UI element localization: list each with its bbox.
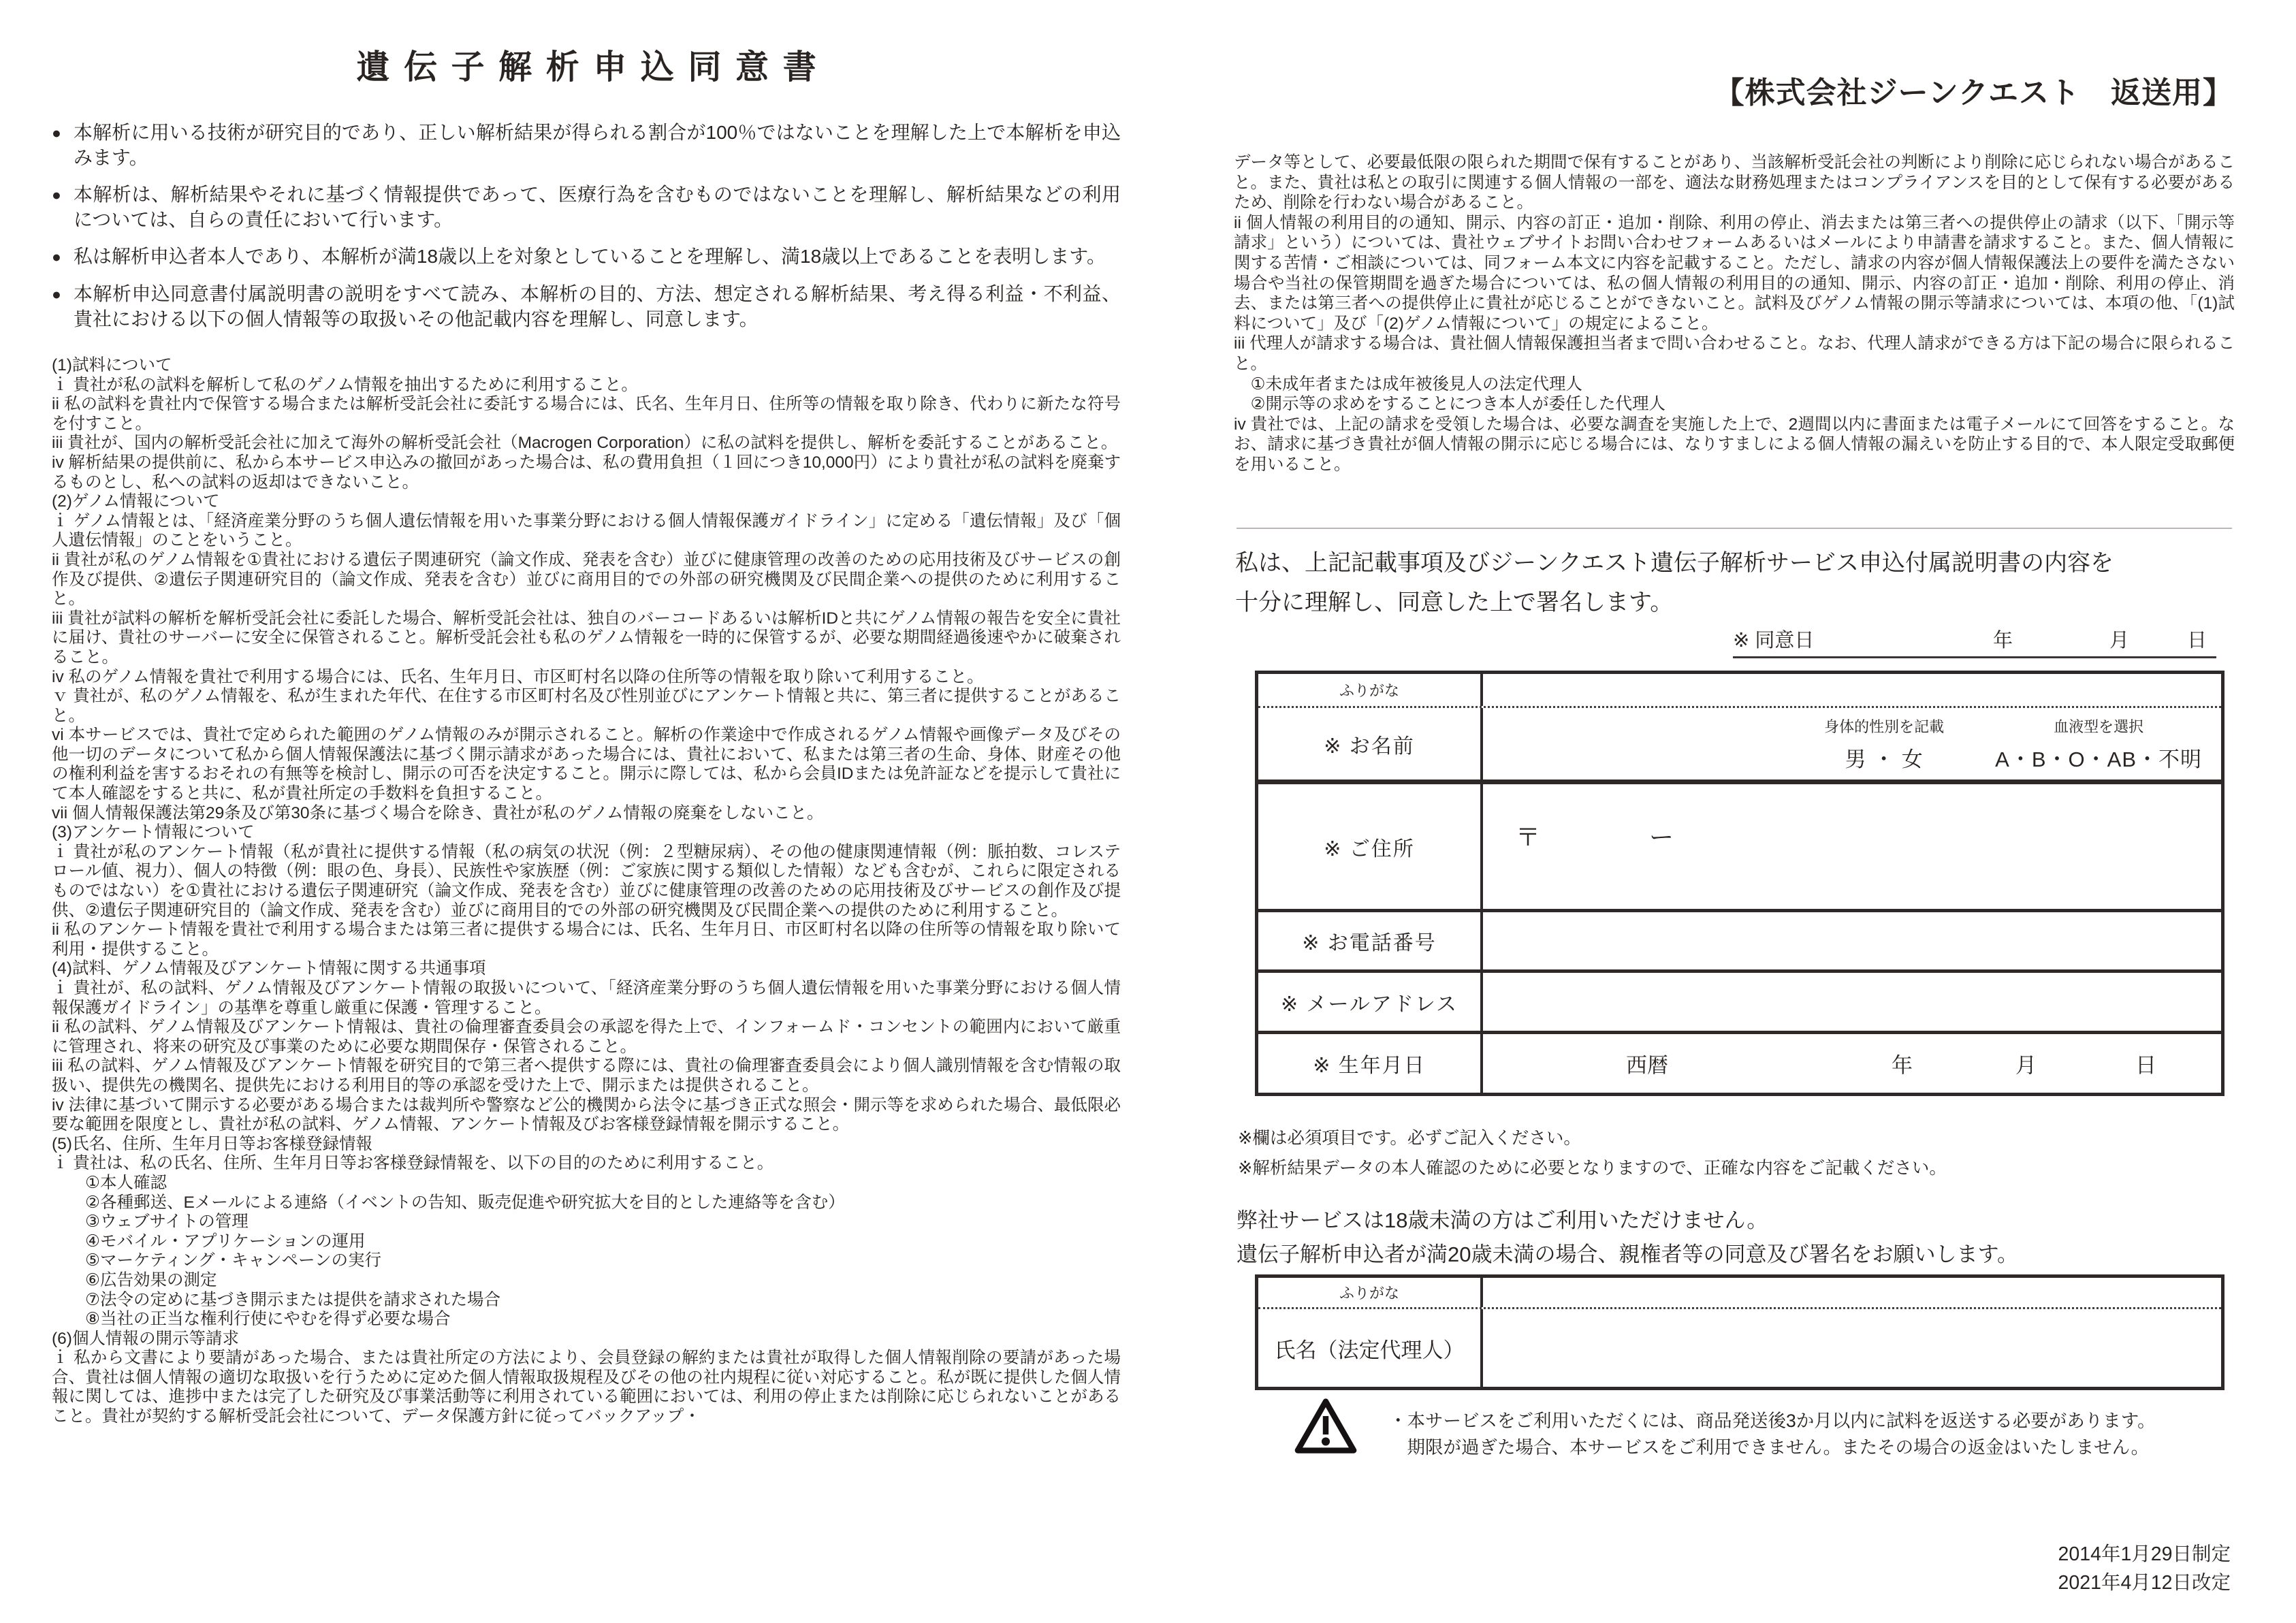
warning-text-line: ・本サービスをご利用いただくには、商品発送後3か月以内に試料を返送する必要があります。 (1389, 1411, 2156, 1431)
revision-date-line: 2014年1月29日制定 (2058, 1543, 2231, 1565)
terms-paragraph: ②開示等の求めをすることにつき本人が委任した代理人 (1234, 395, 1665, 414)
name-input-area[interactable] (1483, 708, 2221, 780)
furigana-row (1258, 674, 2221, 708)
consent-day-label: 日 (2186, 630, 2207, 652)
terms-paragraph: ｖ 貴社が、私のゲノム情報を、私が生まれた年代、在住する市区町村名及び性別並びにアンケート情報と共に、第三者に提供することがあること。 (52, 687, 1121, 725)
terms-column-right (1234, 152, 2235, 475)
bullet-item (52, 244, 1121, 270)
agreement-bullets (52, 120, 1121, 332)
terms-paragraph: ii 私の試料を貴社内で保管する場合または解析受託会社に委託する場合には、氏名、生年月日、住所等の情報を取り除き、代わりに新たな符号を付すこと。 (52, 395, 1121, 433)
terms-paragraph: ｉ 貴社は、私の氏名、住所、生年月日等お客様登録情報を、以下の目的のために利用すること。 (52, 1154, 774, 1173)
guardian-form-table (1255, 1274, 2225, 1390)
consent-date-line[interactable] (1733, 621, 2216, 658)
terms-paragraph: ①未成年者または成年被後見人の法定代理人 (1234, 374, 1582, 393)
postal-dash: ー (1649, 823, 1674, 851)
terms-paragraph: vii 個人情報保護法第29条及び第30条に基づく場合を除き、貴社が私のゲノム情報の廃棄をしないこと。 (52, 803, 824, 822)
guardian-furigana-input-area[interactable] (1483, 1278, 2221, 1307)
birthdate-row (1258, 1034, 2221, 1093)
furigana-label: ふりがな (1258, 674, 1483, 706)
terms-paragraph: ③ウェブサイトの管理 (52, 1212, 249, 1232)
terms-paragraph: ｉ ゲノム情報とは、「経済産業分野のうち個人遺伝情報を用いた事業分野における個人情報保護ガイドライン」に定める「遺伝情報」及び「個人遺伝情報」のことをいうこと。 (52, 511, 1121, 550)
guardian-furigana-row (1258, 1278, 2221, 1309)
minor-notice-line2: 遺伝子解析申込者が満20歳未満の場合、親権者等の同意及び署名をお願いします。 (1237, 1242, 2018, 1266)
terms-paragraph: (3)アンケート情報について (52, 823, 255, 842)
warning-note (1294, 1397, 2156, 1461)
terms-paragraph: vi 本サービスでは、貴社で定められた範囲のゲノム情報のみが開示されること。解析の作業途中で作成されるゲノム情報や画像データ及びその他一切のデータについて私から個人情報保護法に基づく開示請求があった場合には、貴社において、私または第三者の生命、身体、財産その他の権利利益を害するおそれの有無等を検討し、開示の可否を決定すること。開示に際しては、私から会員IDまたは免許証などを提示して貴社にて本人確認をすると共に、私が貴社所定の手数料を負担すること。 (52, 726, 1121, 803)
bullet-icon: ● (52, 285, 61, 303)
bullet-text: 本解析は、解析結果やそれに基づく情報提供であって、医療行為を含むものではないことを理解し、解析結果などの利用については、自らの責任において行います。 (73, 184, 1121, 230)
guardian-furigana-label: ふりがな (1258, 1278, 1483, 1307)
terms-paragraph: (2)ゲノム情報について (52, 492, 220, 511)
terms-paragraph: iv 解析結果の提供前に、私から本サービス申込みの撤回があった場合は、私の費用負担（１回につき10,000円）により貴社が私の試料を廃棄するものとし、私への試料の返却はできないこと。 (52, 453, 1121, 492)
terms-column-left (52, 356, 1121, 1427)
sex-caption: 身体的性別を記載 (1824, 718, 1945, 735)
birth-year-label: 年 (1892, 1053, 1913, 1078)
terms-paragraph: iv 法律に基づいて開示する必要がある場合または裁判所や警察など公的機関から法令に基づき正式な照会・開示等を求められた場合、最低限必要な範囲を限度とし、貴社が私の試料、ゲノム情報、アンケート情報及びお客様登録情報を開示すること。 (52, 1095, 1121, 1134)
terms-paragraph: ⑧当社の正当な権利行使にやむを得ず必要な場合 (52, 1310, 451, 1329)
blood-type-caption: 血液型を選択 (2054, 718, 2144, 735)
birth-day-label: 日 (2135, 1053, 2156, 1078)
bullet-item (52, 281, 1121, 332)
return-copy-label: 【株式会社ジーンクエスト 返送用】 (1714, 76, 2233, 110)
applicant-form-table (1255, 671, 2225, 1096)
email-row (1258, 973, 2221, 1034)
section-divider (1237, 528, 2232, 529)
address-label: ※ ご住所 (1258, 784, 1483, 909)
address-row (1258, 784, 2221, 912)
sex-option-group[interactable] (1824, 716, 1944, 773)
terms-paragraph: ｉ 貴社が私の試料を解析して私のゲノム情報を抽出するために利用すること。 (52, 375, 638, 394)
signature-statement-line2: 十分に理解し、同意した上で署名します。 (1235, 590, 1674, 615)
name-extras (1483, 708, 2221, 780)
terms-paragraph: iii 私の試料、ゲノム情報及びアンケート情報を研究目的で第三者へ提供する際には、貴社の倫理審査委員会により個人識別情報を含む情報の取扱い、提供先の機関名、提供先における利用目的等の承認を受けた上で、開示または提供されること。 (52, 1057, 1121, 1095)
furigana-input-area[interactable] (1483, 674, 2221, 706)
terms-paragraph: ⑥広告効果の測定 (52, 1270, 217, 1289)
bullet-text: 本解析申込同意書付属説明書の説明をすべて読み、本解析の目的、方法、想定される解析結果、考え得る利益・不利益、貴社における以下の個人情報等の取扱いその他記載内容を理解し、同意します。 (73, 283, 1121, 330)
terms-paragraph: iii 代理人が請求する場合は、貴社個人情報保護担当者まで問い合わせること。なお、代理人請求ができる方は下記の場合に限られること。 (1234, 334, 2235, 373)
revision-dates (2058, 1540, 2231, 1597)
phone-row (1258, 912, 2221, 973)
consent-year-label: 年 (1993, 630, 2013, 652)
bullet-icon: ● (52, 186, 61, 204)
bullet-item (52, 120, 1121, 170)
guardian-name-label: 氏名（法定代理人） (1258, 1309, 1483, 1387)
email-label: ※ メールアドレス (1258, 973, 1483, 1031)
birthdate-input-area[interactable] (1483, 1034, 2221, 1093)
birthdate-label: ※ 生年月日 (1258, 1034, 1483, 1093)
postal-mark: 〒 (1516, 823, 1541, 851)
terms-paragraph: ｉ 貴社が私のアンケート情報（私が貴社に提供する情報（私の病気の状況（例：２型糖尿病）、その他の健康関連情報（例：脈拍数、コレステロール値、視力）、個人の特徴（例：眼の色、身長）、民族性や家族歴（例：ご家族に関する類似した情報）なども含むが、これらに限定されるものではない）を①貴社における遺伝子関連研究（論文作成、発表を含む）並びに健康管理の改善のための応用技術及びサービスの創作及び提供、②遺伝子関連研究目的（論文作成、発表を含む）並びに商用目的での外部の研究機関及び民間企業への提供のために利用すること。 (52, 842, 1121, 920)
terms-paragraph: (5)氏名、住所、生年月日等お客様登録情報 (52, 1134, 372, 1153)
guardian-name-row (1258, 1309, 2221, 1387)
terms-paragraph: ｉ 私から文書により要請があった場合、または貴社所定の方法により、会員登録の解約または貴社が取得した個人情報削除の要請があった場合、貴社は個人情報の適切な取扱いを行うために定めた個人情報取扱規程及びその他の社内規程に従い対応すること。私が既に提供した個人情報に関しては、進捗中または完了した研究及び事業活動等に利用されている範囲においては、利用の停止または削除に応じられないことがあること。貴社が契約する解析受託会社について、データ保護方針に従ってバックアップ・ (52, 1349, 1121, 1426)
bullet-icon: ● (52, 248, 61, 266)
terms-paragraph: ⑦法令の定めに基づき開示または提供を請求された場合 (52, 1290, 500, 1309)
blood-type-options[interactable]: A・B・O・AB・不明 (1995, 747, 2202, 771)
left-page (52, 31, 1121, 1427)
terms-paragraph: ｉ 貴社が、私の試料、ゲノム情報及びアンケート情報の取扱いについて、「経済産業分野のうち個人遺伝情報を用いた事業分野における個人情報保護ガイドライン」の基準を尊重し厳重に保護・管理すること。 (52, 979, 1121, 1017)
sex-options[interactable]: 男 ・ 女 (1845, 747, 1924, 771)
terms-paragraph: ii 私のアンケート情報を貴社で利用する場合または第三者に提供する場合には、氏名、生年月日、市区町村名以降の住所等の情報を取り除いて利用・提供すること。 (52, 920, 1121, 959)
terms-paragraph: iii 貴社が、国内の解析受託会社に加えて海外の解析受託会社（Macrogen Corporation）に私の試料を提供し、解析を委託することがあること。 (52, 434, 1118, 453)
bullet-text: 本解析に用いる技術が研究目的であり、正しい解析結果が得られる割合が100％ではないことを理解した上で本解析を申込みます。 (73, 122, 1121, 168)
birth-month-label: 月 (2015, 1053, 2037, 1078)
terms-paragraph: ⑤マーケティング・キャンペーンの実行 (52, 1251, 382, 1270)
address-input-area[interactable] (1483, 784, 2221, 909)
warning-text-line: 期限が過ぎた場合、本サービスをご利用できません。またその場合の返金はいたしません。 (1389, 1437, 2150, 1458)
name-row (1258, 708, 2221, 784)
terms-paragraph: ①本人確認 (52, 1173, 167, 1192)
page-title: 遺伝子解析申込同意書 (356, 49, 831, 86)
revision-date-line: 2021年4月12日改定 (2058, 1572, 2231, 1594)
phone-input-area[interactable] (1483, 912, 2221, 969)
consent-date-label: ※ 同意日 (1733, 630, 1815, 652)
terms-paragraph: iii 貴社が試料の解析を解析受託会社に委託した場合、解析受託会社は、独自のバーコードあるいは解析IDと共にゲノム情報の報告を安全に貴社に届け、貴社のサーバーに安全に保管されること。解析受託会社も私のゲノム情報を一時的に保管するが、必要な期間経過後速やかに破棄されること。 (52, 609, 1121, 666)
form-notes (1238, 1123, 1947, 1183)
terms-paragraph: (4)試料、ゲノム情報及びアンケート情報に関する共通事項 (52, 959, 486, 978)
terms-paragraph: ④モバイル・アプリケーションの運用 (52, 1232, 366, 1251)
signature-statement-line1: 私は、上記記載事項及びジーンクエスト遺伝子解析サービス申込付属説明書の内容を (1235, 550, 2114, 576)
bullet-text: 私は解析申込者本人であり、本解析が満18歳以上を対象としていることを理解し、満18歳以上であることを表明します。 (73, 246, 1106, 267)
consent-month-label: 月 (2109, 630, 2130, 652)
terms-paragraph: iv 貴社では、上記の請求を受領した場合は、必要な調査を実施した上で、2週間以内に書面または電子メールにて回答をすること。なお、請求に基づき貴社が個人情報の開示に応じる場合には、なりすましによる個人情報の漏えいを防止する目的で、本人限定受取郵便を用いること。 (1234, 415, 2235, 474)
minor-notice-line1: 弊社サービスは18歳未満の方はご利用いただけません。 (1237, 1208, 1768, 1232)
terms-paragraph: ii 個人情報の利用目的の通知、開示、内容の訂正・追加・削除、利用の停止、消去または第三者への提供停止の請求（以下、「開示等請求」という）については、貴社ウェブサイトお問い合わせフォームあるいはメールにより申請書を請求すること。また、個人情報に関する苦情・ご相談については、同フォーム本文に内容を記載すること。ただし、請求の内容が個人情報保護法上の要件を満たさない場合や当社の保管期間を過ぎた場合については、私の個人情報の利用目的の通知、開示、内容の訂正・追加・削除、利用の停止、消去、または第三者への提供停止に貴社が応じることができないこと。試料及びゲノム情報の開示等請求については、本項の他、「(1)試料について」及び「(2)ゲノム情報について」の規定によること。 (1234, 213, 2235, 333)
guardian-name-input-area[interactable] (1483, 1309, 2221, 1387)
phone-label: ※ お電話番号 (1258, 912, 1483, 969)
email-input-area[interactable] (1483, 973, 2221, 1031)
right-page (1234, 0, 2235, 1623)
terms-paragraph: ②各種郵送、Eメールによる連絡（イベントの告知、販売促進や研究拡大を目的とした連絡等を含む） (52, 1193, 845, 1212)
minor-notice (1237, 1204, 2018, 1272)
birth-era-label: 西暦 (1626, 1053, 1668, 1078)
name-label: ※ お名前 (1258, 708, 1483, 780)
bullet-item (52, 182, 1121, 232)
form-note-line: ※欄は必須項目です。必ずご記入ください。 (1238, 1129, 1581, 1148)
form-note-line: ※解析結果データの本人確認のために必要となりますので、正確な内容をご記載ください。 (1238, 1159, 1947, 1178)
bullet-icon: ● (52, 124, 61, 142)
terms-paragraph: データ等として、必要最低限の限られた期間で保有することがあり、当該解析受託会社の判断により削除に応じられない場合があること。また、貴社は私との取引に関連する個人情報の一部を、適法な財務処理またはコンプライアンスを目的として保有する必要があるため、削除を行わない場合があること。 (1234, 153, 2235, 212)
blood-type-option-group[interactable] (1995, 716, 2202, 773)
terms-paragraph: (1)試料について (52, 356, 172, 374)
warning-icon (1294, 1397, 1358, 1461)
terms-paragraph: (6)個人情報の開示等請求 (52, 1329, 239, 1348)
warning-text (1389, 1397, 2156, 1461)
terms-paragraph: iv 私のゲノム情報を貴社で利用する場合には、氏名、生年月日、市区町村名以降の住所等の情報を取り除いて利用すること。 (52, 667, 984, 686)
signature-statement (1235, 543, 2114, 622)
terms-paragraph: ii 貴社が私のゲノム情報を①貴社における遺伝子関連研究（論文作成、発表を含む）並びに健康管理の改善のための応用技術及びサービスの創作及び提供、②遺伝子関連研究目的（論文作成、発表を含む）並びに商用目的での外部の研究機関及び民間企業への提供のために利用すること。 (52, 550, 1121, 609)
terms-paragraph: ii 私の試料、ゲノム情報及びアンケート情報は、貴社の倫理審査委員会の承認を得た上で、インフォームド・コンセントの範囲内において厳重に管理され、将来の研究及び事業のために必要な期間保存・保管されること。 (52, 1018, 1121, 1056)
